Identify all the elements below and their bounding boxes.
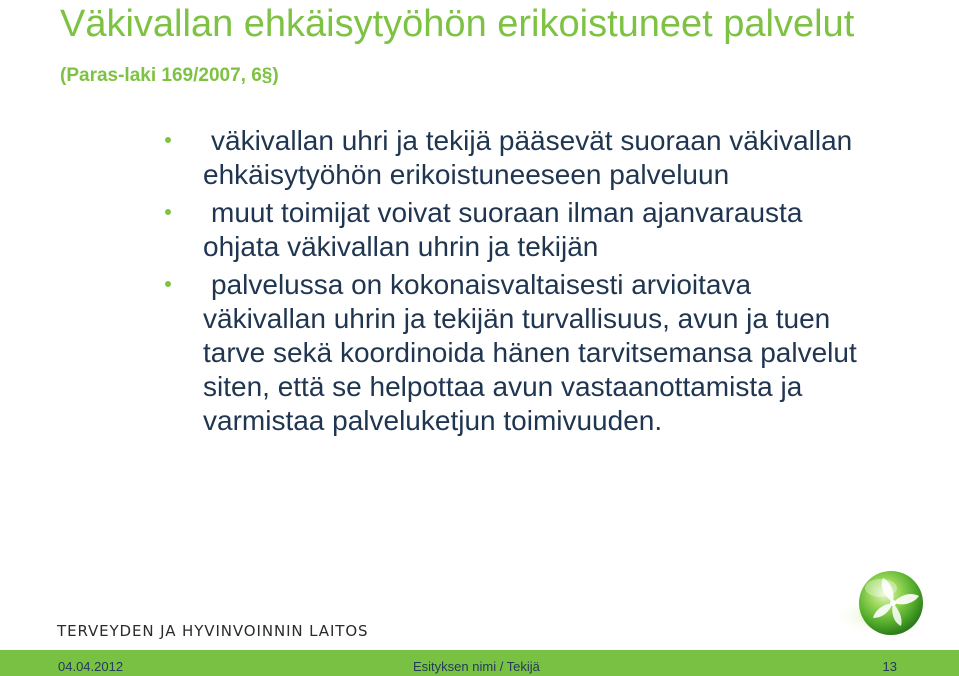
slide-title-main: Väkivallan ehkäisytyöhön erikoistuneet palvelut — [60, 3, 855, 45]
bullet-text: muut toimijat voivat suoraan ilman ajanvarausta ohjata väkivallan uhrin ja tekijän — [203, 197, 803, 262]
footer-presentation-name: Esityksen nimi / Tekijä — [413, 659, 540, 674]
bullet-text: väkivallan uhri ja tekijä pääsevät suoraan väkivallan ehkäisytyöhön erikoistuneeseen palveluun — [203, 125, 853, 190]
bullet-dot-icon — [165, 209, 171, 215]
footer-page-number: 13 — [882, 659, 897, 674]
bullet-item — [165, 196, 865, 264]
bullet-item — [165, 268, 865, 438]
slide-title — [60, 2, 920, 98]
bullet-dot-icon — [165, 281, 171, 287]
bullet-text: palvelussa on kokonaisvaltaisesti arvioitava väkivallan uhrin ja tekijän turvallisuus, avun ja tuen tarve sekä koordinoida hänen tarvitsemansa palvelut siten, että se helpottaa avun vastaanottamista ja varmistaa palveluketjun toimivuuden. — [203, 269, 857, 436]
organization-name: TERVEYDEN JA HYVINVOINNIN LAITOS — [57, 622, 369, 640]
footer-date: 04.04.2012 — [58, 659, 124, 674]
green-leaf-sphere-logo-icon — [833, 566, 931, 642]
slide-footer — [0, 650, 959, 676]
slide-title-law-reference: (Paras-laki 169/2007, 6§) — [60, 65, 279, 86]
bullet-item — [165, 124, 865, 192]
bullet-dot-icon — [165, 137, 171, 143]
bullet-list — [165, 124, 865, 442]
